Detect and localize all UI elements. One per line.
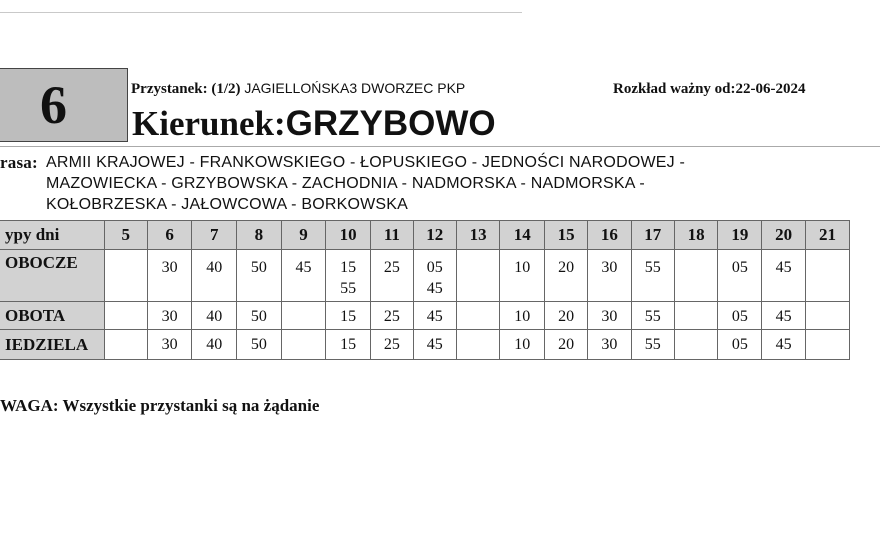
departure-cell (147, 330, 192, 360)
hour-header: 8 (237, 221, 282, 250)
line-number: 6 (40, 75, 67, 135)
stop-info (131, 80, 465, 98)
timetable-row (0, 302, 850, 330)
stop-label: Przystanek: (1/2) (131, 81, 241, 97)
departure-cell (371, 250, 414, 302)
departure-minute: 30 (601, 308, 618, 325)
departure-minute: 20 (558, 259, 575, 276)
departure-minute: 20 (558, 308, 575, 325)
departure-cell (674, 302, 718, 330)
hour-header: 11 (371, 221, 414, 250)
day-type-label: OBOCZE (0, 250, 104, 302)
departure-minute: 30 (601, 259, 618, 276)
departure-cell (192, 302, 237, 330)
departure-cell (413, 250, 456, 302)
departure-cell (281, 302, 326, 330)
departure-cell (456, 330, 500, 360)
departure-minute: 25 (383, 308, 400, 325)
departure-cell (371, 330, 414, 360)
day-type-label: IEDZIELA (0, 330, 104, 360)
departure-cell (281, 250, 326, 302)
departure-minute: 05 (731, 336, 748, 353)
day-type-header: ypy dni (0, 221, 104, 250)
departure-minute: 15 (340, 336, 357, 353)
departure-minute: 45 (426, 336, 443, 353)
departure-cell (281, 330, 326, 360)
departure-minute: 55 (644, 259, 661, 276)
departure-cell (674, 250, 718, 302)
departure-minute: 40 (206, 308, 223, 325)
departure-cell (456, 250, 500, 302)
note: WAGA: Wszystkie przystanki są na żądanie (0, 396, 320, 415)
departure-cell (718, 330, 762, 360)
route-line: KOŁOBRZESKA - JAŁOWCOWA - BORKOWSKA (46, 196, 409, 213)
departure-cell (104, 250, 147, 302)
departure-cell (806, 250, 850, 302)
departure-cell (806, 302, 850, 330)
departure-minute: 15 (340, 308, 357, 325)
hour-header: 5 (104, 221, 147, 250)
departure-minute: 05 (426, 259, 443, 276)
departure-cell (588, 302, 632, 330)
departure-minute: 40 (206, 259, 223, 276)
departure-minute: 55 (340, 280, 357, 297)
departure-cell (545, 250, 588, 302)
departure-minute: 05 (731, 259, 748, 276)
direction (132, 104, 496, 144)
hour-header: 7 (192, 221, 237, 250)
departure-minute: 45 (295, 259, 312, 276)
departure-cell (326, 302, 371, 330)
departure-minute: 55 (644, 308, 661, 325)
hour-header: 21 (806, 221, 850, 250)
departure-cell (192, 330, 237, 360)
departure-cell (718, 250, 762, 302)
departure-minute: 10 (514, 259, 531, 276)
day-type-label: OBOTA (0, 302, 104, 330)
hour-header: 18 (674, 221, 718, 250)
departure-minute: 30 (161, 259, 178, 276)
hour-header: 15 (545, 221, 588, 250)
departure-cell (326, 250, 371, 302)
hour-header: 13 (456, 221, 500, 250)
direction-label: Kierunek: (132, 104, 286, 143)
line-number-box (0, 68, 128, 142)
departure-cell (147, 250, 192, 302)
departure-cell (237, 302, 282, 330)
hour-header: 16 (588, 221, 632, 250)
departure-minute: 20 (558, 336, 575, 353)
departure-cell (500, 302, 545, 330)
departure-minute: 05 (731, 308, 748, 325)
departure-cell (762, 330, 806, 360)
departure-minute: 45 (775, 308, 792, 325)
departure-cell (545, 330, 588, 360)
departure-cell (456, 302, 500, 330)
departure-cell (237, 250, 282, 302)
stop-name: JAGIELLOŃSKA3 DWORZEC PKP (244, 80, 466, 96)
valid-from: Rozkład ważny od:22-06-2024 (613, 81, 806, 97)
departure-minute: 50 (250, 336, 267, 353)
route-rule (0, 146, 880, 147)
departure-cell (326, 330, 371, 360)
departure-cell (631, 302, 674, 330)
departure-cell (588, 250, 632, 302)
departure-cell (371, 302, 414, 330)
departure-minute: 45 (426, 280, 443, 297)
departure-cell (500, 330, 545, 360)
departure-minute: 50 (250, 308, 267, 325)
hour-header: 17 (631, 221, 674, 250)
departure-cell (147, 302, 192, 330)
departure-cell (631, 330, 674, 360)
direction-value: GRZYBOWO (285, 104, 496, 143)
departure-minute: 50 (250, 259, 267, 276)
hour-header: 14 (500, 221, 545, 250)
departure-cell (718, 302, 762, 330)
departure-cell (192, 250, 237, 302)
route-line: MAZOWIECKA - GRZYBOWSKA - ZACHODNIA - NADMORSKA - NADMORSKA - (46, 175, 645, 192)
departure-cell (631, 250, 674, 302)
departure-minute: 30 (161, 308, 178, 325)
departure-minute: 10 (514, 308, 531, 325)
hour-header: 19 (718, 221, 762, 250)
departure-minute: 25 (383, 259, 400, 276)
timetable-row (0, 330, 850, 360)
timetable (0, 220, 850, 360)
departure-minute: 45 (775, 336, 792, 353)
hour-header: 12 (413, 221, 456, 250)
departure-cell (545, 302, 588, 330)
timetable-header-row (0, 221, 850, 250)
hour-header: 10 (326, 221, 371, 250)
departure-cell (500, 250, 545, 302)
departure-cell (762, 250, 806, 302)
departure-minute: 55 (644, 336, 661, 353)
departure-minute: 45 (775, 259, 792, 276)
departure-cell (806, 330, 850, 360)
departure-minute: 45 (426, 308, 443, 325)
departure-minute: 25 (383, 336, 400, 353)
departure-cell (674, 330, 718, 360)
hour-header: 9 (281, 221, 326, 250)
route-label: rasa: (0, 153, 38, 172)
timetable-row (0, 250, 850, 302)
departure-minute: 30 (601, 336, 618, 353)
departure-cell (104, 302, 147, 330)
top-rule (0, 12, 522, 13)
departure-minute: 30 (161, 336, 178, 353)
hour-header: 20 (762, 221, 806, 250)
departure-cell (237, 330, 282, 360)
departure-cell (413, 330, 456, 360)
departure-minute: 10 (514, 336, 531, 353)
route-line: ARMII KRAJOWEJ - FRANKOWSKIEGO - ŁOPUSKIEGO - JEDNOŚCI NARODOWEJ - (46, 154, 686, 171)
departure-cell (413, 302, 456, 330)
departure-cell (762, 302, 806, 330)
departure-cell (104, 330, 147, 360)
hour-header: 6 (147, 221, 192, 250)
departure-minute: 15 (340, 259, 357, 276)
departure-cell (588, 330, 632, 360)
departure-minute: 40 (206, 336, 223, 353)
